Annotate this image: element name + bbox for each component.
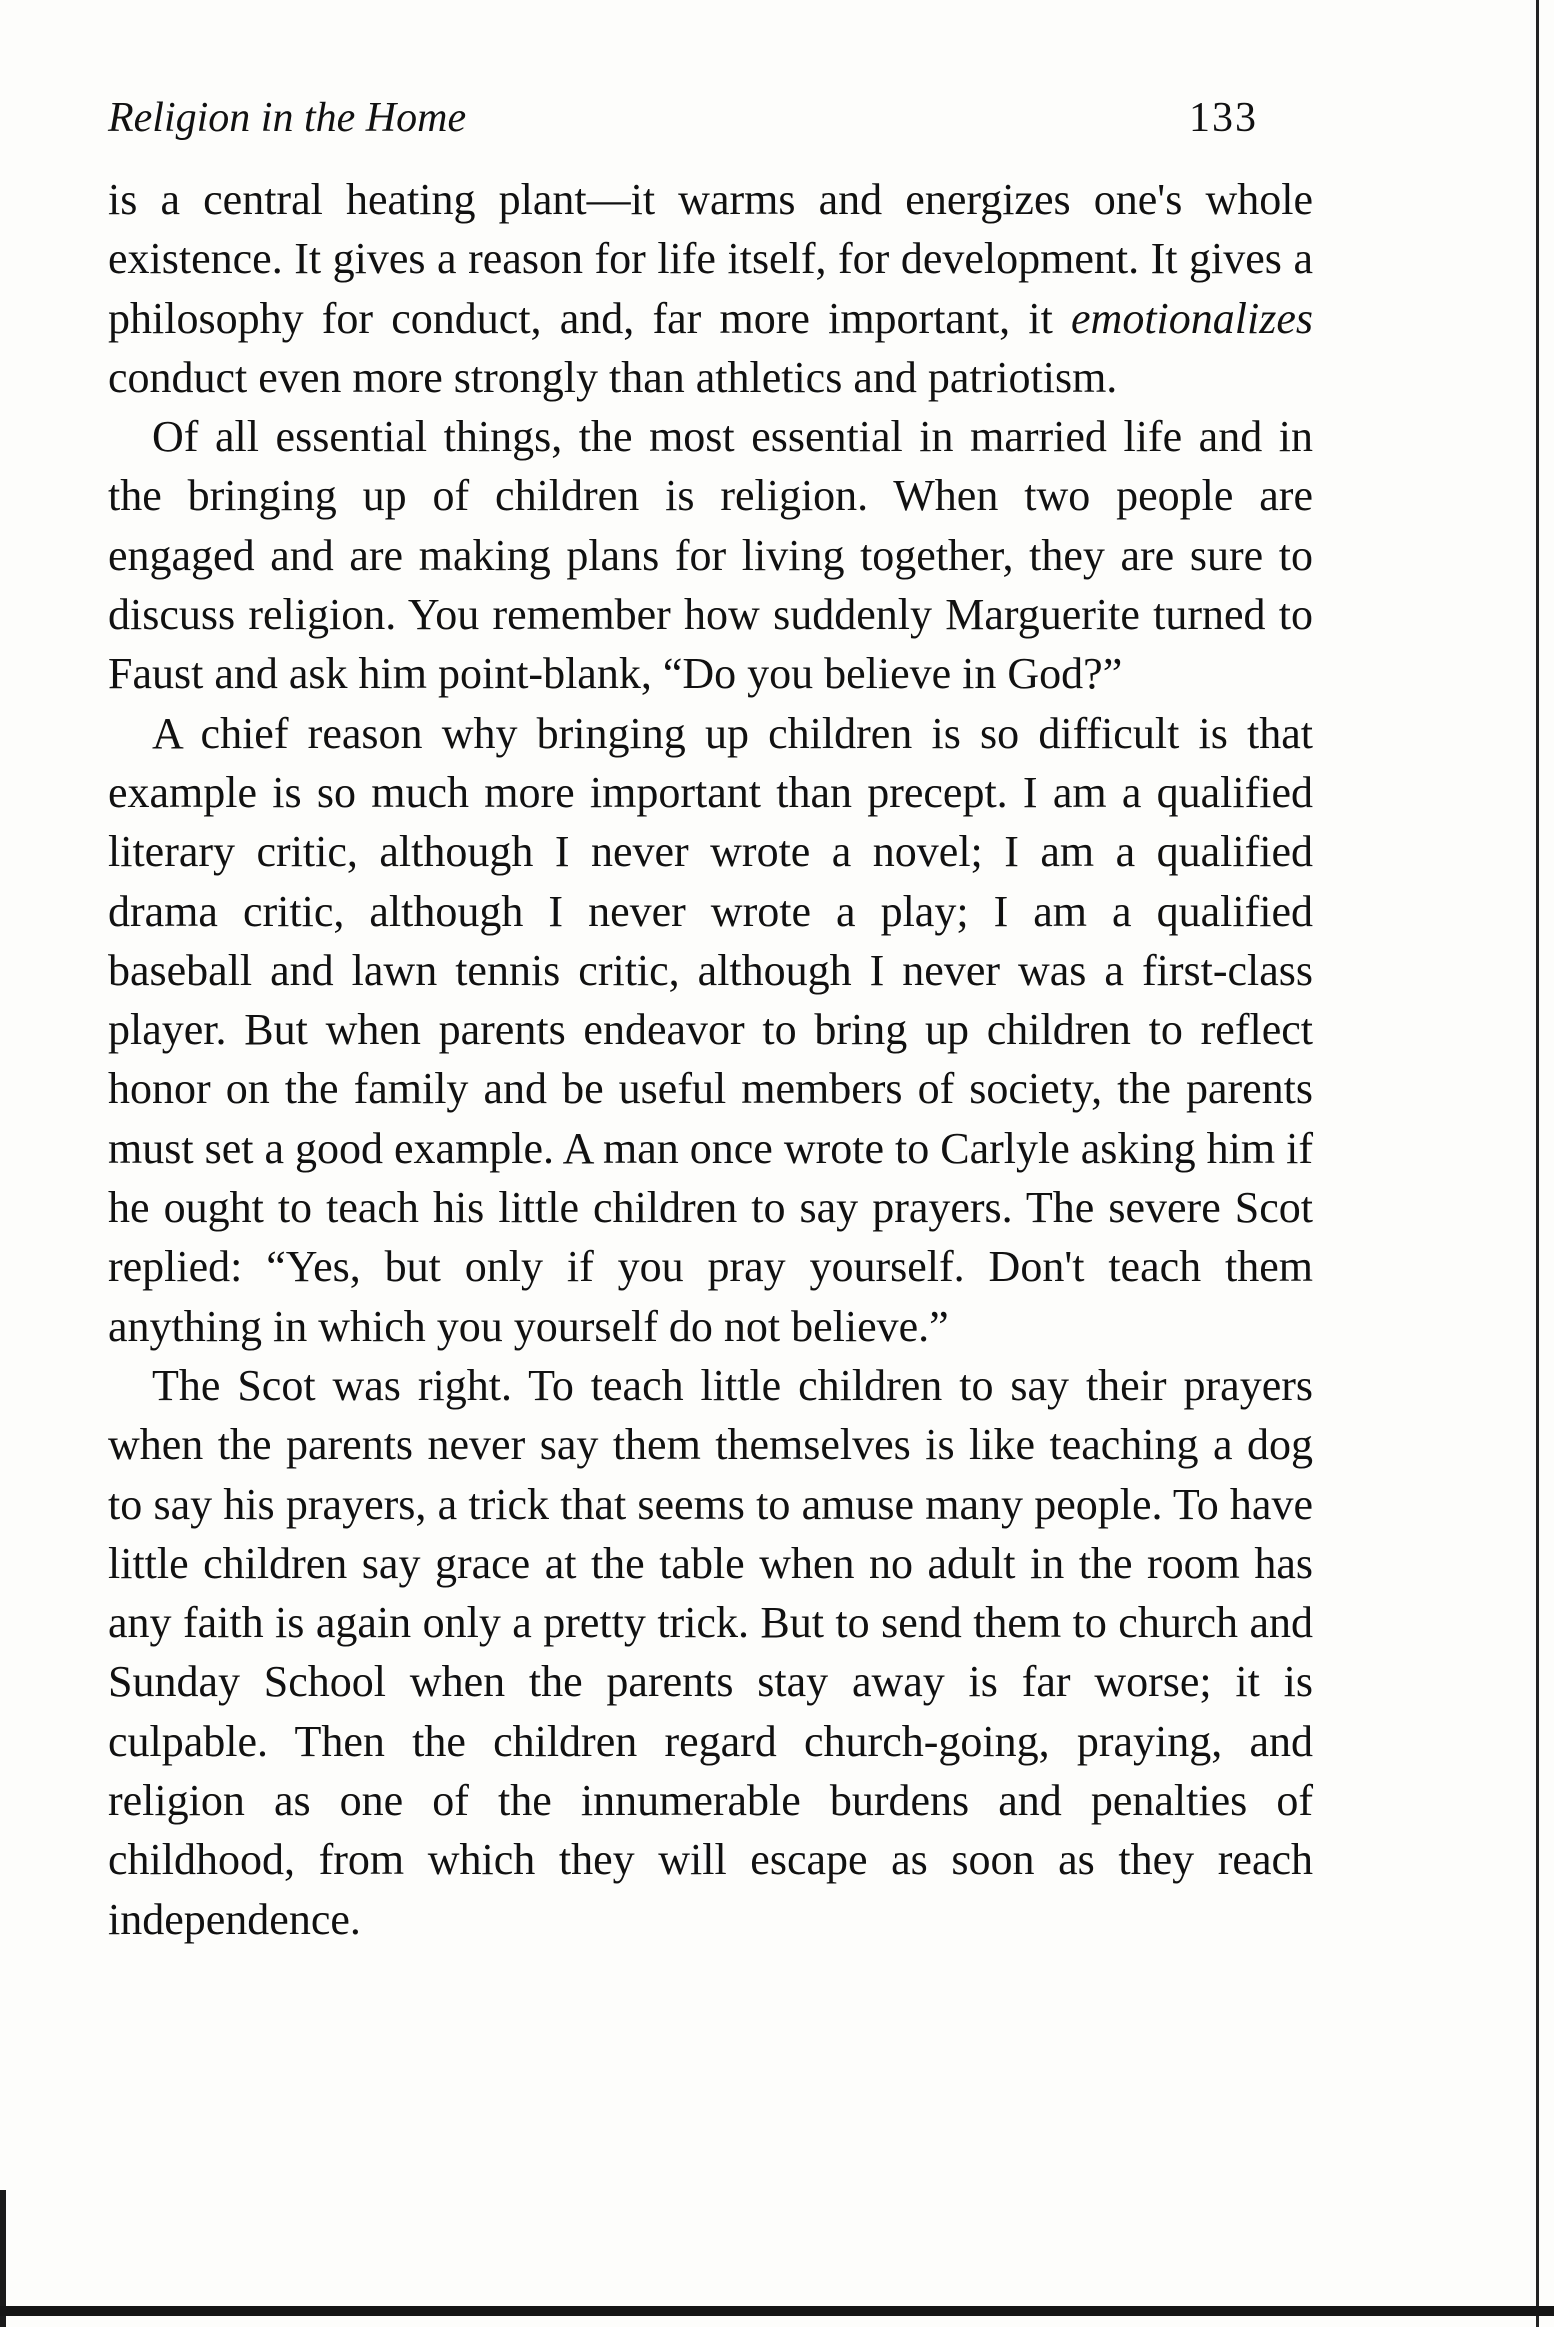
- running-head: [108, 88, 1258, 148]
- page-edge-right: [1536, 0, 1539, 2327]
- body-text: [108, 170, 1313, 1949]
- paragraph-1: [108, 170, 1313, 407]
- emphasis-emotionalizes: emotionalizes: [1071, 293, 1313, 343]
- paragraph-1-end: conduct even more strongly than athletics and patriotism.: [108, 352, 1118, 402]
- running-title: Religion in the Home: [108, 95, 467, 141]
- paragraph-1-text: is a central heating plant—it warms and energizes one's whole existence. It gives a reason for life itself, for development. It gives a philosophy for conduct, and, far more important, it: [108, 175, 1313, 343]
- paragraph-2: Of all essential things, the most essential in married life and in the bringing up of children is religion. When two people are engaged and are making plans for living together, they are sure to discuss religion. You remember how suddenly Marguerite turned to Faust and ask him point-blank, “Do you believe in God?”: [108, 412, 1313, 699]
- page-bottom-edge: [0, 2306, 1554, 2316]
- page-number: 133: [1189, 95, 1258, 141]
- paragraph-4: The Scot was right. To teach little children to say their prayers when the parents never say them themselves is like teaching a dog to say his prayers, a trick that seems to amuse many people. To have little children say grace at the table when no adult in the room has any faith is again only a pretty trick. But to send them to church and Sunday School when the parents stay away is far worse; it is culpable. Then the children regard church-going, praying, and religion as one of the innumerable burdens and penalties of childhood, from which they will escape as soon as they reach independence.: [108, 1360, 1313, 1944]
- paragraph-3: A chief reason why bringing up children is so difficult is that example is so much more important than precept. I am a qualified literary critic, although I never wrote a novel; I am a qualified drama critic, although I never wrote a play; I am a qualified baseball and lawn tennis critic, although I never was a first-class player. But when parents endeavor to bring up children to reflect honor on the family and be useful members of society, the parents must set a good example. A man once wrote to Carlyle asking him if he ought to teach his little children to say prayers. The severe Scot replied: “Yes, but only if you pray yourself. Don't teach them anything in which you yourself do not believe.”: [108, 708, 1313, 1351]
